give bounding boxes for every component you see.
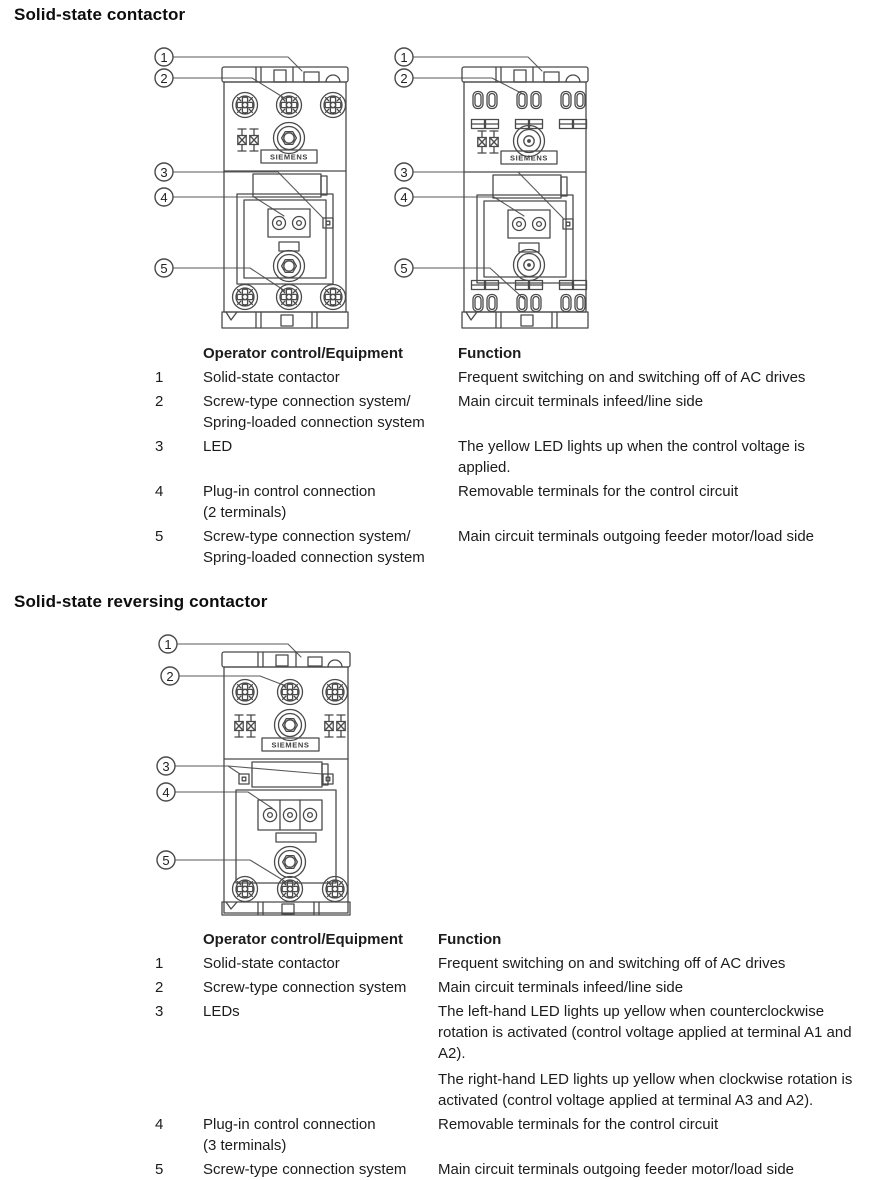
svg-text:2: 2 — [400, 71, 408, 86]
svg-text:1: 1 — [160, 50, 168, 65]
function-cell: Removable terminals for the control circuit — [438, 1116, 719, 1133]
equipment-cell: LED — [203, 438, 233, 455]
equipment-cell: Solid-state contactor — [203, 369, 340, 386]
callout-4 — [157, 783, 175, 801]
led-indicator — [323, 218, 333, 228]
row-number: 4 — [155, 1116, 164, 1133]
brand-plate — [262, 738, 319, 751]
row-number: 3 — [155, 1003, 164, 1020]
row-number: 2 — [155, 393, 164, 410]
equipment-function-table-contactor — [155, 343, 835, 568]
function-cell: Main circuit terminals infeed/line side — [438, 979, 684, 996]
row-number: 2 — [155, 979, 164, 996]
callout-1 — [155, 48, 173, 66]
callout-1 — [395, 48, 413, 66]
equipment-cell: Screw-type connection system — [203, 1161, 407, 1178]
row-number: 1 — [155, 955, 164, 972]
callout-3 — [157, 757, 175, 775]
callout-5 — [155, 259, 173, 277]
svg-text:5: 5 — [162, 853, 170, 868]
svg-text:2: 2 — [160, 71, 168, 86]
svg-text:5: 5 — [160, 261, 168, 276]
diagram-contactor-screw-connection — [140, 45, 380, 345]
svg-text:3: 3 — [160, 165, 168, 180]
led-indicator — [563, 219, 573, 229]
function-cell: The left-hand LED lights up yellow when counterclockwise rotation is activated (control voltage applied at terminal A1 and A2). The right-hand LED lights up yellow when clockwise rotation is activated (control voltage applied at terminal A3 and A2). — [438, 1003, 853, 1109]
svg-text:3: 3 — [400, 165, 408, 180]
callout-2 — [155, 69, 173, 87]
function-cell: Main circuit terminals infeed/line side — [458, 393, 704, 410]
equipment-cell: Plug-in control connection (3 terminals) — [203, 1116, 376, 1154]
svg-text:2: 2 — [166, 669, 174, 684]
row-number: 4 — [155, 483, 164, 500]
equipment-cell: Plug-in control connection (2 terminals) — [203, 483, 376, 521]
equipment-cell: LEDs — [203, 1003, 240, 1020]
plug-in-control-connection-2-terminals — [508, 210, 550, 238]
callout-4 — [395, 188, 413, 206]
svg-text:SIEMENS: SIEMENS — [270, 152, 308, 162]
row-number: 1 — [155, 369, 164, 386]
diagram-contactor-spring-loaded-connection — [380, 45, 620, 345]
svg-text:4: 4 — [160, 190, 168, 205]
plug-in-control-connection-2-terminals — [268, 209, 310, 237]
equipment-cell: Screw-type connection system — [203, 979, 407, 996]
svg-text:4: 4 — [400, 190, 408, 205]
section-heading-solid-state-reversing-contactor: Solid-state reversing contactor — [14, 592, 268, 611]
column-header-function: Function — [458, 345, 522, 362]
svg-text:5: 5 — [400, 261, 408, 276]
led-indicator-left — [239, 774, 249, 784]
equipment-cell: Screw-type connection system/ Spring-loaded connection system — [203, 393, 425, 431]
function-cell: Main circuit terminals outgoing feeder motor/load side — [438, 1161, 795, 1178]
callout-3 — [155, 163, 173, 181]
equipment-function-table-reversing-contactor — [155, 929, 871, 1180]
callout-3 — [395, 163, 413, 181]
svg-text:4: 4 — [162, 785, 170, 800]
row-number: 3 — [155, 438, 164, 455]
column-header-function: Function — [438, 931, 502, 948]
svg-text:SIEMENS: SIEMENS — [271, 740, 310, 750]
table-header-spacer — [155, 929, 203, 950]
callout-1 — [159, 635, 177, 653]
column-header-equipment: Operator control/Equipment — [203, 345, 404, 362]
svg-text:1: 1 — [164, 637, 172, 652]
svg-text:1: 1 — [400, 50, 408, 65]
diagram-reversing-contactor — [140, 628, 380, 928]
callout-2 — [161, 667, 179, 685]
svg-text:3: 3 — [162, 759, 170, 774]
row-number: 5 — [155, 1161, 164, 1178]
column-header-equipment: Operator control/Equipment — [203, 931, 404, 948]
callout-2 — [395, 69, 413, 87]
equipment-cell: Screw-type connection system/ Spring-loaded connection system — [203, 528, 425, 566]
function-cell: Frequent switching on and switching off of AC drives — [438, 955, 786, 972]
function-cell: Main circuit terminals outgoing feeder motor/load side — [458, 528, 815, 545]
function-cell: Frequent switching on and switching off of AC drives — [458, 369, 806, 386]
function-cell: The yellow LED lights up when the control voltage is applied. — [458, 438, 805, 476]
callout-5 — [395, 259, 413, 277]
brand-plate — [261, 150, 317, 163]
callout-4 — [155, 188, 173, 206]
brand-plate — [501, 151, 557, 164]
callout-5 — [157, 851, 175, 869]
equipment-cell: Solid-state contactor — [203, 955, 340, 972]
function-cell: Removable terminals for the control circuit — [458, 483, 739, 500]
table-header-spacer — [155, 343, 203, 364]
row-number: 5 — [155, 528, 164, 545]
section-heading-solid-state-contactor: Solid-state contactor — [14, 5, 186, 24]
svg-text:SIEMENS: SIEMENS — [510, 153, 548, 163]
